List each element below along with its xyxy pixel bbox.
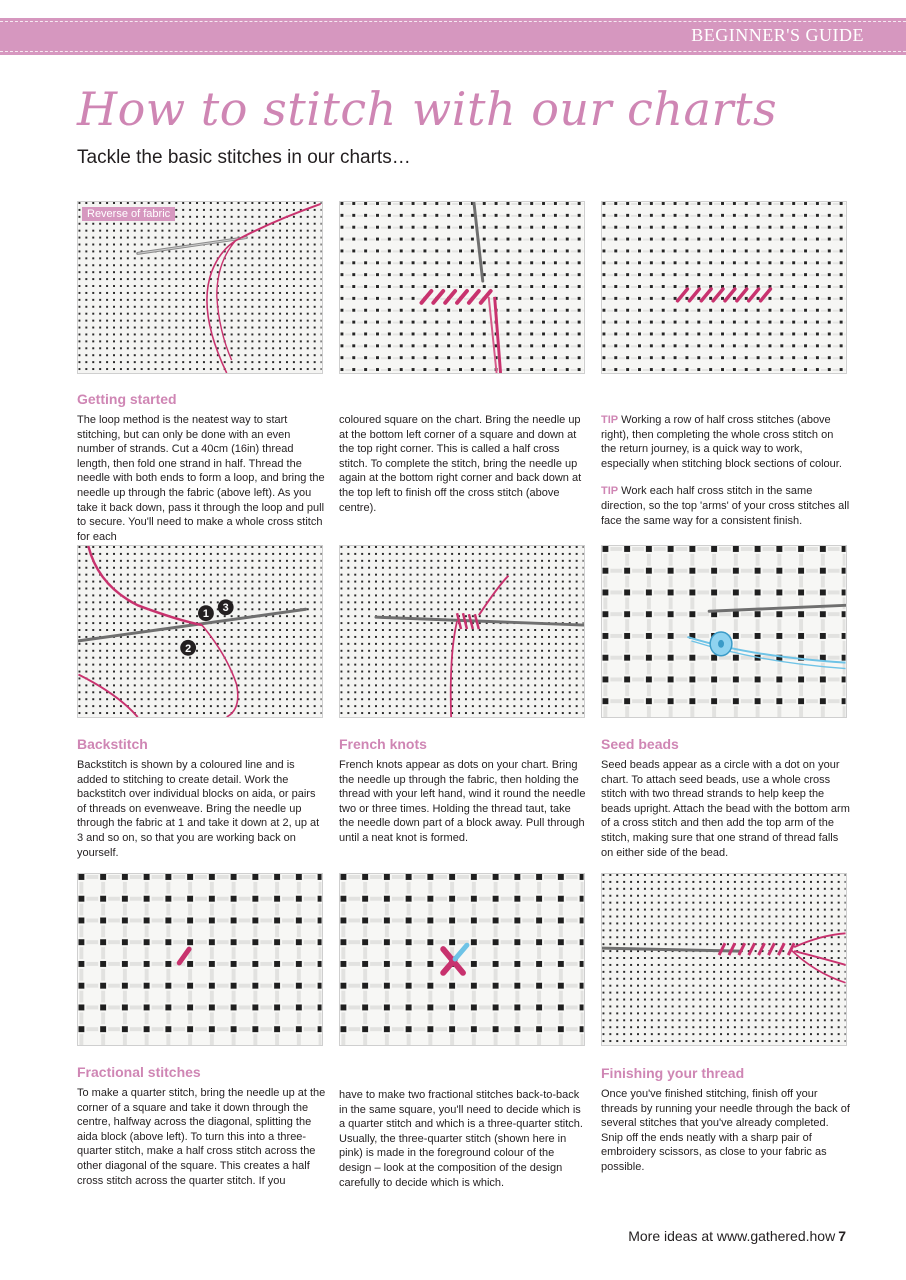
- header-banner: [0, 18, 906, 55]
- photo-french-knots: [339, 545, 585, 718]
- getting-started-text-1: The loop method is the neatest way to start stitching, but can only be done with an even number of strands. Cut a 40cm (16in) thread length, then fold one strand in half. Thread the needle with both ends to form a loop, and bring the needle up through the fabric (above left). As you take it back down, pass it through the loop and pull to secure. You'll need to make a whole cross stitch for each: [77, 414, 325, 543]
- page-number: 7: [838, 1228, 846, 1244]
- banner-stitch-line: [0, 51, 906, 52]
- fractional-heading: Fractional stitches: [77, 1064, 201, 1080]
- backstitch-text: Backstitch is shown by a coloured line and is added to stitching to create detail. Work the backstitch over individual blocks on aida, or pairs of threads on evenweave. Bring the needle up through the fabric at 1 and take it down at 2, up at 3 and so on, so that you are working back on yourself.: [77, 759, 320, 859]
- section-label: BEGINNER'S GUIDE: [691, 25, 864, 45]
- photo-finishing-thread: [601, 873, 847, 1046]
- footer: [628, 1228, 846, 1244]
- step-number-3: 3: [222, 602, 229, 615]
- fractional-text-2: have to make two fractional stitches back-to-back in the same square, you'll need to decide which is a quarter stitch and which is a three-quarter stitch. Usually, the three-quarter stitch (shown here in pink) is made in the foreground colour of the design – look at the composition of the design carefully to decide which is which.: [339, 1089, 583, 1189]
- photo-three-quarter-stitch: [339, 873, 585, 1046]
- tip-paragraph: [601, 484, 851, 528]
- finishing-heading: Finishing your thread: [601, 1065, 745, 1081]
- footer-link[interactable]: More ideas at www.gathered.how: [628, 1228, 836, 1244]
- photo-row-half-cross: [601, 201, 847, 374]
- french-knots-text: French knots appear as dots on your chart. Bring the needle up through the fabric, then holding the thread with your left hand, wind it round the needle two or three times. Holding the thread taut, take the needle down part of a block away. Pull through until a neat knot is formed.: [339, 759, 586, 844]
- photo-seed-beads: [601, 545, 847, 718]
- page-subtitle: Tackle the basic stitches in our charts…: [77, 147, 411, 168]
- page-title: How to stitch with our charts: [77, 82, 778, 136]
- photo-loop-method: [77, 201, 323, 374]
- tip-paragraph: [601, 413, 851, 471]
- photo-quarter-stitch: [77, 873, 323, 1046]
- finishing-text: Once you've finished stitching, finish off your threads by running your needle through the back of several stitches that you've already completed. Snip off the ends neatly with a sharp pair of embroidery scissors, as close to your fabric as possible.: [601, 1088, 850, 1173]
- photo-backstitch: [77, 545, 323, 718]
- getting-started-heading: Getting started: [77, 391, 177, 407]
- reverse-of-fabric-label: Reverse of fabric: [82, 207, 175, 221]
- getting-started-text-2: coloured square on the chart. Bring the needle up at the bottom left corner of a square and down at the top right corner. This is called a half cross stitch. To complete the stitch, bring the needle up again at the bottom right corner and back down at the top left to finish off the cross stitch (above centre).: [339, 414, 582, 514]
- step-number-1: 1: [202, 608, 209, 621]
- photo-half-cross-stitch: [339, 201, 585, 374]
- seed-beads-text: Seed beads appear as a circle with a dot on your chart. To attach seed beads, use a whole cross stitch with two thread strands to help keep the beads upright. Attach the bead with the bottom arm of a cross stitch and then add the top arm of the stitch, making sure that one strand of thread falls on either side of the bead.: [601, 759, 850, 859]
- seed-beads-heading: Seed beads: [601, 736, 679, 752]
- tip-text: Work each half cross stitch in the same direction, so the top 'arms' of your cross stitches all face the same way for a consistent finish.: [601, 485, 850, 527]
- tips-column: [601, 413, 851, 528]
- step-number-2: 2: [185, 642, 192, 655]
- banner-stitch-line: [0, 21, 906, 22]
- fractional-text-1: To make a quarter stitch, bring the needle up at the corner of a square and take it down through the centre, halfway across the diagonal, splitting the aida block (above left). To turn this into a three-quarter stitch, make a half cross stitch across the other diagonal of the square. This creates a half cross stitch across the quarter stitch. If you: [77, 1087, 326, 1187]
- tip-label: TIP: [601, 485, 619, 498]
- tip-text: Working a row of half cross stitches (above right), then completing the whole cross stitch on the return journey, is a quick way to work, especially when stitching block sections of colour.: [601, 414, 842, 470]
- backstitch-heading: Backstitch: [77, 736, 148, 752]
- french-knots-heading: French knots: [339, 736, 427, 752]
- tip-label: TIP: [601, 414, 619, 426]
